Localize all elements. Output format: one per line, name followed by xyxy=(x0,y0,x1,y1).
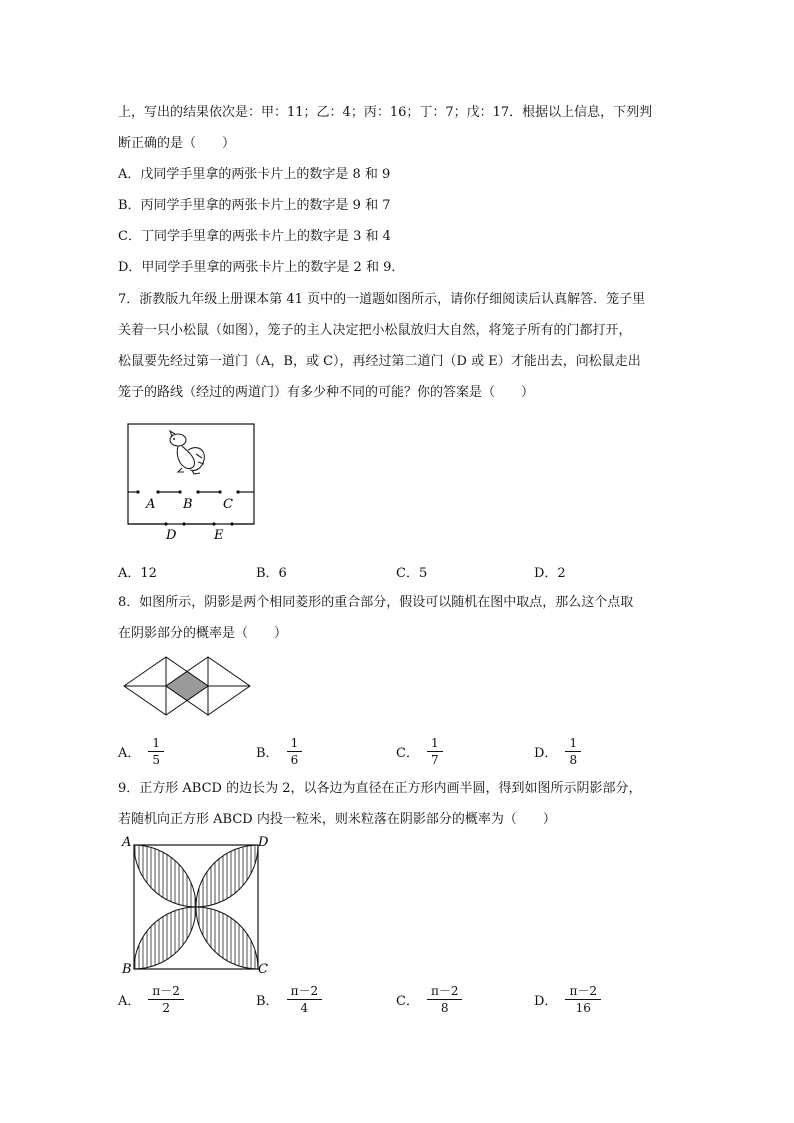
overlap-shaded-region xyxy=(166,672,208,701)
vertex-label-b: B xyxy=(122,962,132,977)
q8-options xyxy=(118,736,678,770)
q7-stem-line-2: 关着一只小松鼠（如图），笼子的主人决定把小松鼠放归大自然，将笼子所有的门都打开， xyxy=(118,323,632,338)
q8-option-c xyxy=(396,736,443,767)
fraction-denominator: 7 xyxy=(430,753,439,767)
option-letter: D． xyxy=(534,746,558,761)
q6-option-d: D．甲同学手里拿的两张卡片上的数字是 2 和 9． xyxy=(118,260,405,275)
q6-stem-line-1: 上，写出的结果依次是：甲：11；乙：4；丙：16；丁：7；戊：17．根据以上信息，下列判 xyxy=(118,105,653,120)
petal-bottom-right xyxy=(196,907,258,969)
option-letter: C． xyxy=(396,746,419,761)
fraction-numerator: 1 xyxy=(148,736,164,752)
q8-stem-line-2: 在阴影部分的概率是（ ） xyxy=(118,626,288,641)
fraction-numerator: π－2 xyxy=(427,984,463,1000)
fraction-denominator: 2 xyxy=(162,1001,170,1015)
q9-stem-line-1: 9．正方形 ABCD 的边长为 2，以各边为直径在正方形内画半圆，得到如图所示阴影部分， xyxy=(118,781,642,796)
squirrel-icon xyxy=(170,431,204,474)
q9-options xyxy=(118,984,678,1020)
fraction-denominator: 5 xyxy=(152,753,161,767)
fraction-numerator: 1 xyxy=(287,736,303,752)
option-letter: C． xyxy=(396,994,419,1009)
petal-top-left xyxy=(134,845,196,907)
fraction-numerator: π－2 xyxy=(565,984,601,1000)
fraction-numerator: π－2 xyxy=(148,984,184,1000)
q9-option-c xyxy=(396,984,462,1015)
square-semicircles-figure xyxy=(118,834,278,978)
q9-stem-line-2: 若随机向正方形 ABCD 内投一粒米，则米粒落在阴影部分的概率为（ ） xyxy=(118,812,556,827)
petal-top-right xyxy=(196,845,258,907)
option-letter: A． xyxy=(118,746,141,761)
q8-option-b xyxy=(256,736,302,767)
q9-option-d xyxy=(534,984,601,1015)
fraction-denominator: 4 xyxy=(300,1001,309,1015)
gate-label-d: D xyxy=(166,528,177,543)
vertex-label-c: C xyxy=(258,962,268,977)
gate-label-a: A xyxy=(146,497,156,512)
fraction-denominator: 6 xyxy=(290,753,299,767)
q9-option-b xyxy=(256,984,322,1015)
fraction-numerator: π－2 xyxy=(287,984,323,1000)
q7-option-c: C．5 xyxy=(396,566,428,581)
q6-option-c: C．丁同学手里拿的两张卡片上的数字是 3 和 4 xyxy=(118,229,391,244)
q8-option-a xyxy=(118,736,164,767)
two-rhombus-figure xyxy=(122,655,254,719)
fraction-denominator: 16 xyxy=(575,1001,591,1015)
gate-label-e: E xyxy=(214,528,224,543)
q7-stem-line-4: 笼子的路线（经过的两道门）有多少种不同的可能？你的答案是（ ） xyxy=(118,385,535,400)
q7-stem-line-1: 7．浙教版九年级上册课本第 41 页中的一道题如图所示，请你仔细阅读后认真解答．笼子里 xyxy=(118,292,646,307)
q9-option-a xyxy=(118,984,184,1015)
q7-option-a: A．12 xyxy=(118,566,157,581)
option-letter: B． xyxy=(256,994,279,1009)
q8-stem-line-1: 8．如图所示，阴影是两个相同菱形的重合部分，假设可以随机在图中取点，那么这个点取 xyxy=(118,595,634,610)
q6-option-b: B．丙同学手里拿的两张卡片上的数字是 9 和 7 xyxy=(118,198,391,213)
squirrel-cage-figure xyxy=(118,418,268,548)
gate-label-b: B xyxy=(183,497,193,512)
fraction-numerator: 1 xyxy=(427,736,443,752)
q7-option-b: B．6 xyxy=(256,566,287,581)
option-letter: D． xyxy=(534,994,558,1009)
q6-option-a: A．戊同学手里拿的两张卡片上的数字是 8 和 9 xyxy=(118,167,391,182)
fraction-denominator: 8 xyxy=(569,753,578,767)
vertex-label-a: A xyxy=(122,835,132,850)
q7-options xyxy=(118,562,678,584)
option-letter: B． xyxy=(256,746,279,761)
q8-option-d xyxy=(534,736,581,767)
fraction-denominator: 8 xyxy=(440,1001,449,1015)
option-letter: A． xyxy=(118,994,141,1009)
gate-label-c: C xyxy=(223,497,233,512)
q6-stem-line-2: 断正确的是（ ） xyxy=(118,136,236,151)
q7-stem-line-3: 松鼠要先经过第一道门（A，B，或 C），再经过第二道门（D 或 E）才能出去，问松鼠走出 xyxy=(118,354,641,369)
vertex-label-d: D xyxy=(258,835,269,850)
fraction-numerator: 1 xyxy=(565,736,581,752)
q7-option-d: D．2 xyxy=(534,566,566,581)
petal-bottom-left xyxy=(134,907,196,969)
